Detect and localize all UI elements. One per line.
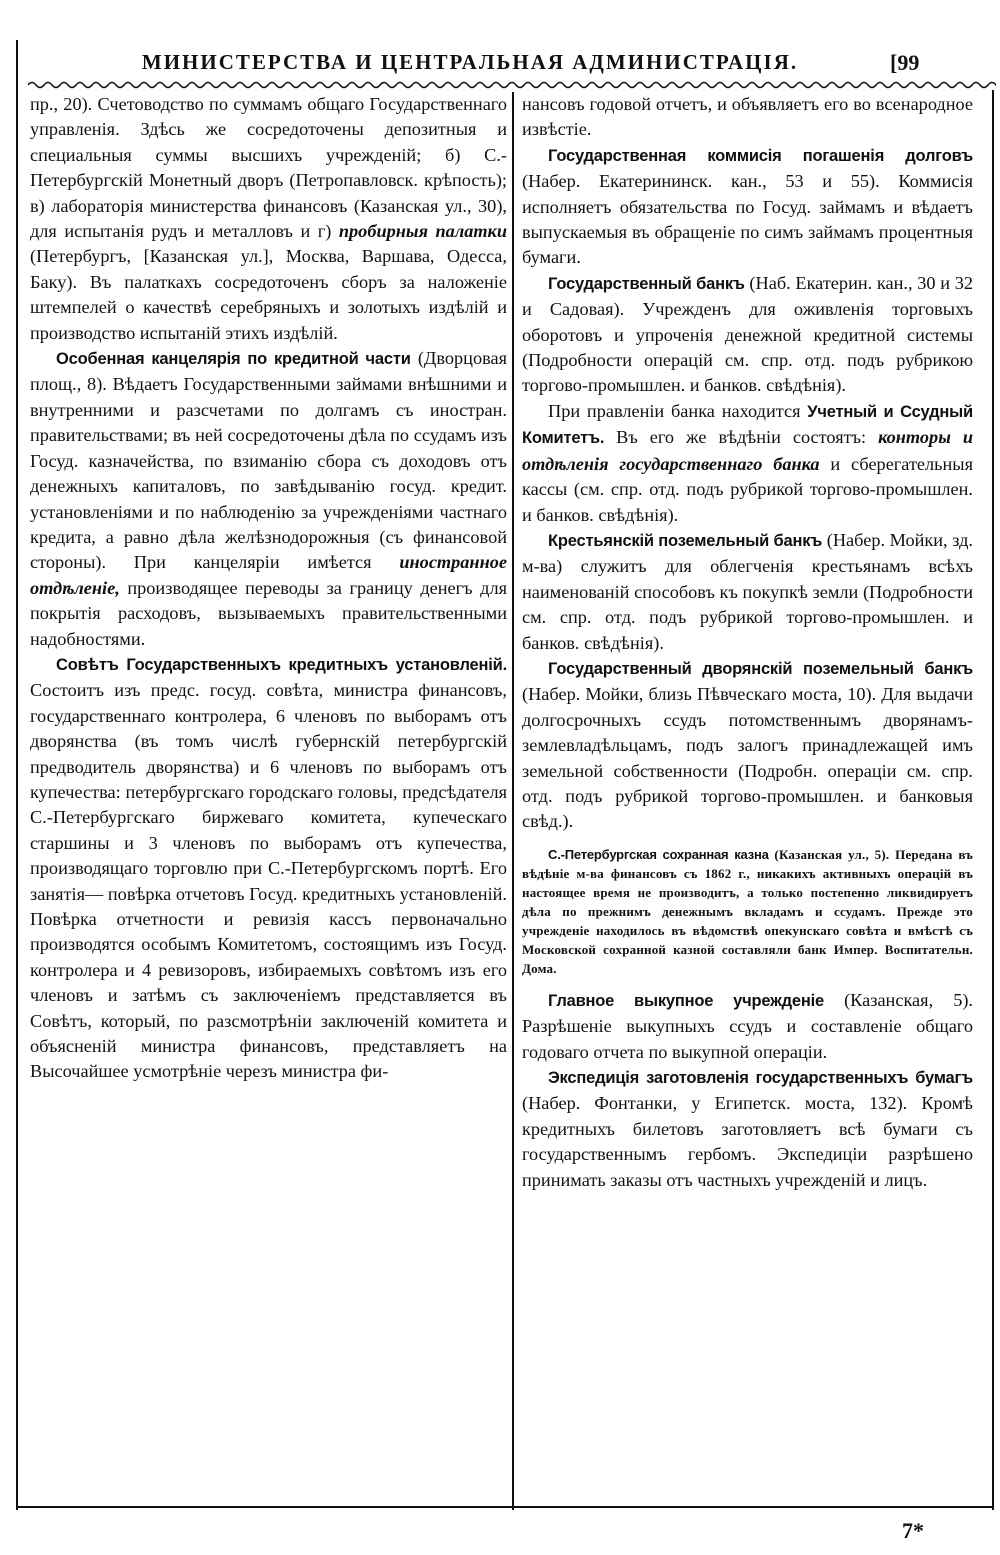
section-body: (Дворцовая площ., 8). Вѣдаетъ Государственными займами внѣшними и внутренними и разсчетами по долгамъ съ иностран. правительствами; въ ней сосредоточены дѣла по ссудамъ изъ Госуд. казначейства, по взиманію сбора съ доходовъ отъ денежныхъ капиталовъ, по завѣдыванію госуд. кредит. установленіями и по наблюденію за учрежденіями частнаго кредита, а равно дѣла желѣзнодорожныя (съ финансовой стороны). При канцеляріи имѣется: [30, 348, 507, 573]
section-body: При правленіи банка находится: [548, 400, 808, 421]
right-section-expedition: [522, 1065, 973, 1193]
left-section-2: [30, 652, 507, 1085]
section-heading: Совѣтъ Государственныхъ кредитныхъ установленій.: [56, 655, 507, 674]
header-wavy-rule: [28, 78, 996, 92]
right-section-commission: [522, 143, 973, 271]
section-body: (Набер. Фонтанки, у Египетск. моста, 132). Кромѣ кредитныхъ билетовъ заготовляетъ всѣ бумаги съ государственнымъ гербомъ. Экспедиціи разрѣшено принимать заказы отъ частныхъ учрежденій и лицъ.: [522, 1093, 973, 1190]
section-italic: конторы и отдѣленія государственнаго банка: [522, 427, 973, 474]
section-heading: Экспедиція заготовленія государственныхъ бумагъ: [548, 1069, 973, 1087]
text-run: пр., 20). Счетоводство по суммамъ общаго Государственнаго управленія. Здѣсь же сосредоточены депозитныя и специальныя суммы высшихъ учрежденій; б) С.-Петербургскій Монетный дворъ (Петропавловск. крѣпость); в) лабораторія министерства финансовъ (Казанская ул., 30), для испытанія рудъ и металловъ и г): [30, 94, 507, 242]
bottom-rule: [16, 1506, 994, 1508]
text-run: (Петербургъ, [Казанская ул.], Москва, Варшава, Одесса, Баку). Въ палаткахъ сосредоточенъ сборъ за наложеніе штемпелей о качествѣ серебряныхъ и золотыхъ издѣлій и производство испытаній этихъ издѣлій.: [30, 246, 507, 343]
column-divider: [512, 92, 514, 1510]
section-body: Въ его же вѣдѣніи состоятъ:: [604, 427, 879, 448]
section-body: (Набер. Мойки, зд. м-ва) служитъ для облегченія крестьянамъ всѣхъ наименованій способовъ къ покупкѣ земли (Подробности см. спр. отд. подъ рубрикой торгово-промышлен. и банков. свѣдѣнія).: [522, 529, 973, 653]
section-body: и сберегательныя кассы (см. спр. отд. подъ рубрикой торгово-промышлен. и банков. свѣдѣнія).: [522, 453, 973, 525]
right-border: [992, 90, 994, 1510]
section-heading: Главное выкупное учрежденіе: [548, 991, 825, 1010]
section-heading: Особенная канцелярія по кредитной части: [56, 350, 411, 369]
italic-run: пробирныя палатки: [338, 221, 507, 242]
right-continuation: нансовъ годовой отчетъ, и объявляетъ его во всенародное извѣстіе.: [522, 94, 973, 140]
right-section-redemption: [522, 988, 973, 1065]
page-number: [99: [890, 50, 920, 75]
section-body: (Набер. Мойки, близь Пѣвческаго моста, 10). Для выдачи долгосрочныхъ ссудъ потомственнымъ дворянамъ-землевладѣльцамъ, подъ залогъ принадлежащей имъ земельной собственности (Подробн. операціи см. спр. отд. подъ рубрикой торгово-промышлен. и банковыя свѣд.).: [522, 684, 973, 832]
section-body: (Казанская ул., 5). Передана въ вѣдѣніе м-ва финансовъ съ 1862 г., никакихъ активныхъ операцій въ настоящее время не производитъ, а только постепенно ликвидируетъ дѣла по прежнимъ денежнымъ вкладамъ и ссудамъ. Прежде это учрежденіе находилось въ вѣдомствѣ опекунскаго совѣта и вмѣстѣ съ Московской сохранной казной составляли банк Импер. Воспитательн. Дома.: [522, 846, 973, 976]
running-header: МИНИСТЕРСТВА И ЦЕНТРАЛЬНАЯ АДМИНИСТРАЦІЯ.: [141, 50, 799, 74]
section-body: Состоитъ изъ предс. госуд. совѣта, министра финансовъ, государственнаго контролера, 6 членовъ по выборамъ отъ дворянства (въ томъ числѣ губернскій петербургскій предводитель дворянства) и 6 членовъ по выборамъ отъ купечества: петербургскаго городскаго головы, предсѣдателя С.-Петербургскаго биржеваго комитета, купеческаго старшины и 3 членовъ по выборамъ отъ купечества, производящаго торговлю при С.-Петербургскомъ портѣ. Его занятія— повѣрка отчетовъ Госуд. кредитныхъ установленій. Повѣрка отчетности и ревизія кассъ первоначально производятся особымъ Комитетомъ, состоящимъ изъ Госуд. контролера и 4 ревизоровъ, избираемыхъ совѣтомъ изъ его членовъ и затѣмъ съ заключеніемъ представляется въ Совѣтъ, который, по разсмотрѣніи заключеній комитета и объясненій министра финансовъ, представляетъ на Высочайшее усмотрѣніе черезъ министра фи-: [30, 680, 507, 1082]
section-body: (Казанская, 5). Разрѣшеніе выкупныхъ ссудъ и составленіе общаго годоваго отчета по выкупной операціи.: [522, 989, 973, 1062]
section-body: (Наб. Екатерин. кан., 30 и 32 и Садовая). Учрежденъ для оживленія торговыхъ оборотовъ и упроченія денежной кредитной системы (Подробности операцій см. спр. отд. подъ рубрикою торгово-промышлен. и банков. свѣдѣнія).: [522, 272, 973, 396]
section-heading: Государственный банкъ: [548, 274, 745, 293]
left-intro-paragraph: [30, 92, 507, 346]
right-section-state-bank: [522, 271, 973, 399]
section-heading: Учетный и Ссудный Комитетъ.: [522, 402, 973, 448]
signature-mark: 7*: [902, 1518, 924, 1543]
section-heading: Государственная коммисія погашенія долговъ: [548, 146, 973, 165]
section-heading: Крестьянскій поземельный банкъ: [548, 531, 823, 550]
left-section-1: [30, 346, 507, 652]
left-column: [30, 92, 507, 1085]
section-heading: Государственный дворянскій поземельный банкъ: [548, 659, 973, 678]
right-section-peasant-bank: [522, 528, 973, 656]
section-body: (Набер. Екатерининск. кан., 53 и 55). Коммисія исполняетъ обязательства по Госуд. займамъ и вѣдаетъ выпускаемыя въ обращеніе по симъ займамъ процентныя бумаги.: [522, 171, 973, 268]
right-section-nobility-bank: [522, 656, 973, 835]
section-italic: иностранное отдѣленіе,: [30, 552, 507, 598]
left-border: [16, 40, 18, 1510]
section-heading: С.-Петербургская сохранная казна: [548, 846, 769, 862]
right-section-safe-treasury: [522, 845, 973, 978]
right-section-discount-committee: [522, 399, 973, 528]
right-column: [522, 92, 973, 1193]
section-body: производящее переводы за границу денегъ для покрытія расходовъ, вызываемыхъ правительственными надобностями.: [30, 577, 507, 649]
